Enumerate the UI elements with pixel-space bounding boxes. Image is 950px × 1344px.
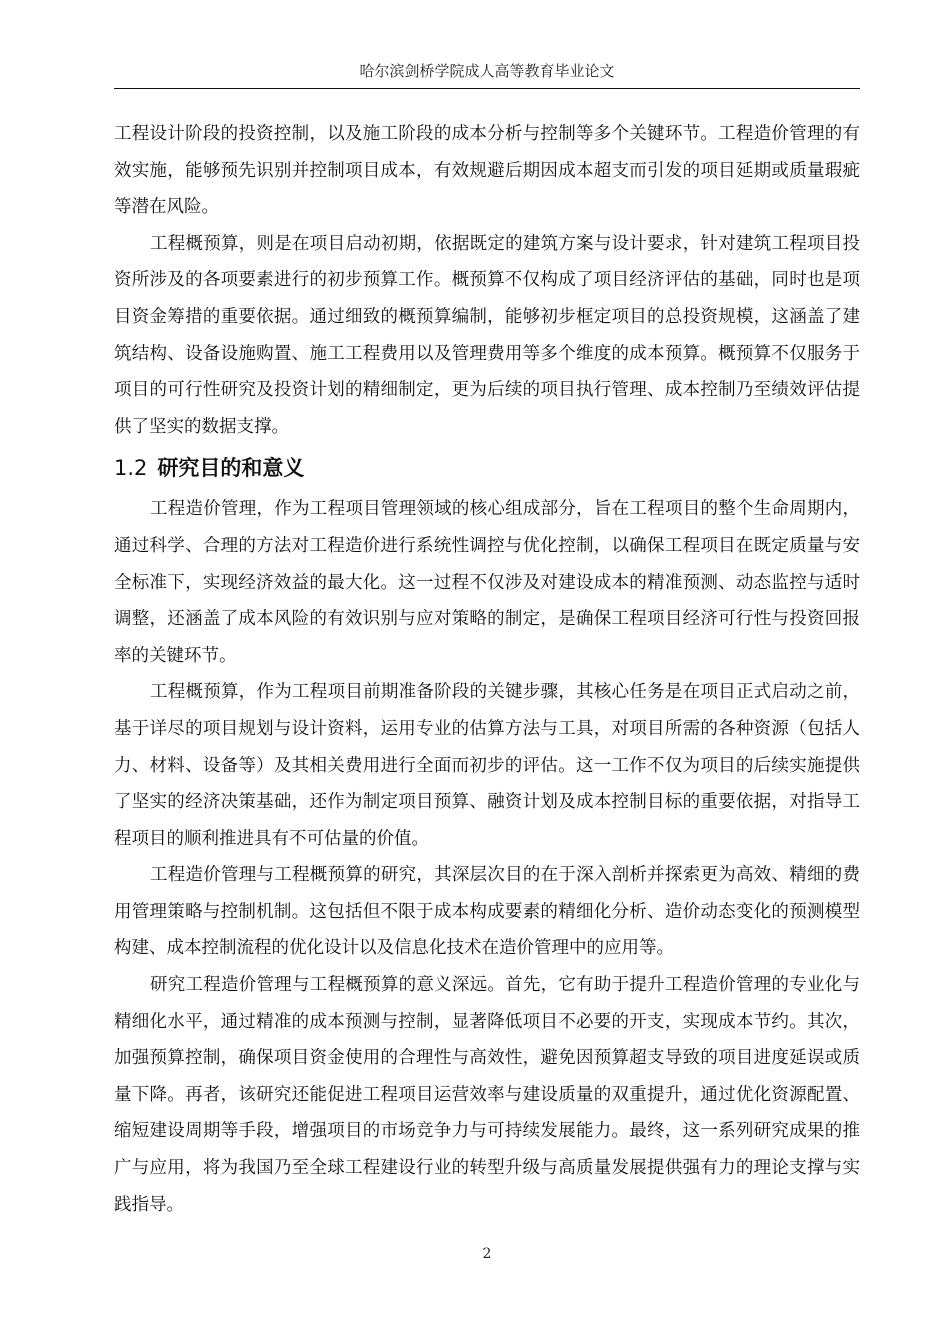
section-number: 1.2: [114, 456, 148, 481]
paragraph: 工程设计阶段的投资控制，以及施工阶段的成本分析与控制等多个关键环节。工程造价管理的有效实施，能够预先识别并控制项目成本，有效规避后期因成本超支而引发的项目延期或质量瑕疵等潜在风险。: [114, 124, 860, 218]
header-title: 哈尔滨剑桥学院成人高等教育毕业论文: [359, 62, 615, 80]
header-divider: [114, 88, 860, 89]
page-number: 2: [482, 1246, 492, 1262]
paragraph: 工程造价管理与工程概预算的研究，其深层次目的在于深入剖析并探索更为高效、精细的费用管理策略与控制机制。这包括但不限于成本构成要素的精细化分析、造价动态变化的预测模型构建、成本控制流程的优化设计以及信息化技术在造价管理中的应用等。: [114, 865, 860, 959]
page-body: [114, 116, 860, 1223]
page-footer: [114, 1246, 860, 1262]
paragraph: 工程概预算，则是在项目启动初期，依据既定的建筑方案与设计要求，针对建筑工程项目投资所涉及的各项要素进行的初步预算工作。概预算不仅构成了项目经济评估的基础，同时也是项目资金筹措的重要依据。通过细致的概预算编制，能够初步框定项目的总投资规模，这涵盖了建筑结构、设备设施购置、施工工程费用以及管理费用等多个维度的成本预算。概预算不仅服务于项目的可行性研究及投资计划的精细制定，更为后续的项目执行管理、成本控制乃至绩效评估提供了坚实的数据支撑。: [114, 233, 860, 437]
paragraph: 研究工程造价管理与工程概预算的意义深远。首先，它有助于提升工程造价管理的专业化与精细化水平，通过精准的成本预测与控制，显著降低项目不必要的开支，实现成本节约。其次，加强预算控制，确保项目资金使用的合理性与高效性，避免因预算超支导致的项目进度延误或质量下降。再者，该研究还能促进工程项目运营效率与建设质量的双重提升，通过优化资源配置、缩短建设周期等手段，增强项目的市场竞争力与可持续发展能力。最终，这一系列研究成果的推广与应用，将为我国乃至全球工程建设行业的转型升级与高质量发展提供强有力的理论支撑与实践指导。: [114, 975, 860, 1215]
section-heading: [114, 445, 860, 491]
section-title: 研究目的和意义: [157, 456, 305, 481]
paragraph: 工程造价管理，作为工程项目管理领域的核心组成部分，旨在工程项目的整个生命周期内，通过科学、合理的方法对工程造价进行系统性调控与优化控制，以确保工程项目在既定质量与安全标准下，实现经济效益的最大化。这一过程不仅涉及对建设成本的精准预测、动态监控与适时调整，还涵盖了成本风险的有效识别与应对策略的制定，是确保工程项目经济可行性与投资回报率的关键环节。: [114, 499, 860, 666]
paragraph: 工程概预算，作为工程项目前期准备阶段的关键步骤，其核心任务是在项目正式启动之前，基于详尽的项目规划与设计资料，运用专业的估算方法与工具，对项目所需的各种资源（包括人力、材料、设备等）及其相关费用进行全面而初步的评估。这一工作不仅为项目的后续实施提供了坚实的经济决策基础，还作为制定项目预算、融资计划及成本控制目标的重要依据，对指导工程项目的顺利推进具有不可估量的价值。: [114, 682, 860, 849]
page-header: [114, 60, 860, 82]
